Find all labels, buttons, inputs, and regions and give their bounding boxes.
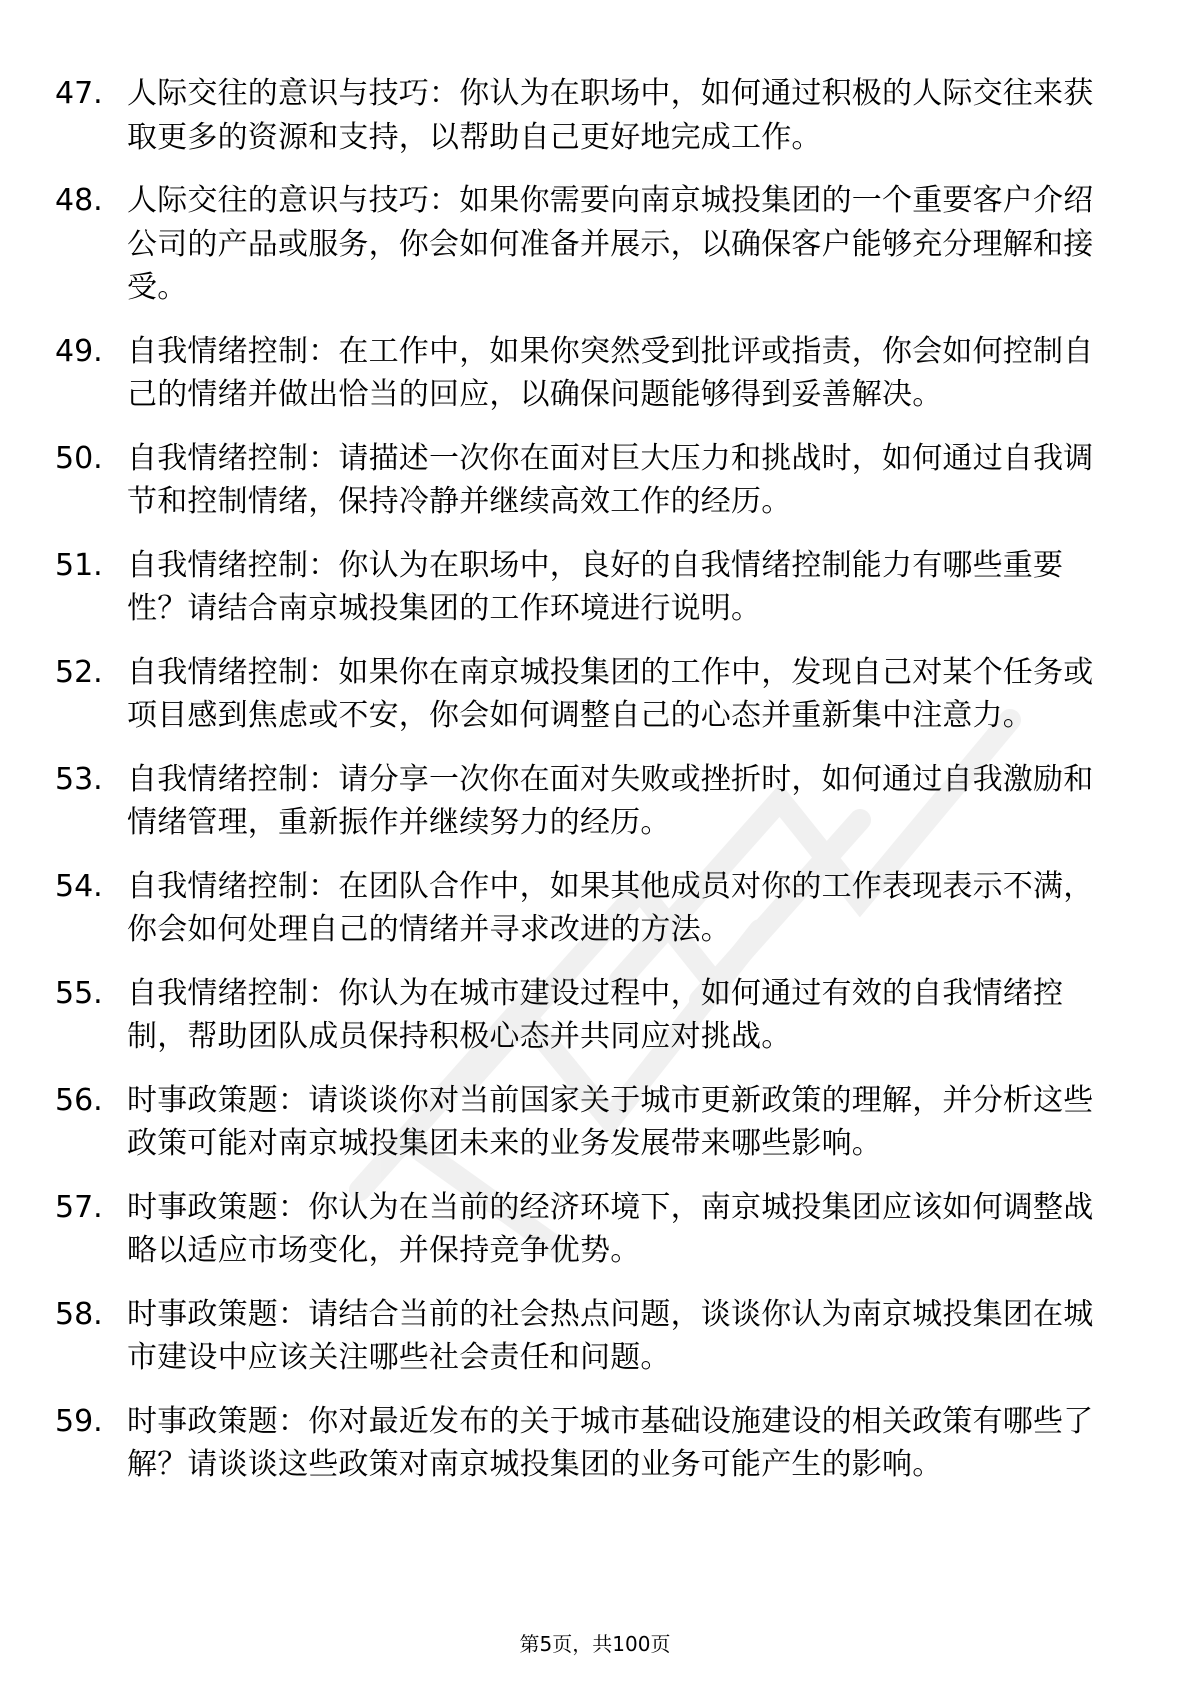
question-text: 自我情绪控制：你认为在城市建设过程中，如何通过有效的自我情绪控制，帮助团队成员保持积极心态并共同应对挑战。: [127, 975, 1064, 1054]
question-text: 自我情绪控制：在工作中，如果你突然受到批评或指责，你会如何控制自己的情绪并做出恰当的回应，以确保问题能够得到妥善解决。: [127, 333, 1094, 412]
question-item: [55, 72, 1115, 159]
question-number: 53.: [55, 761, 103, 797]
page-footer: 第5页，共100页: [519, 1632, 671, 1656]
question-number: 57.: [55, 1189, 103, 1225]
question-number: 49.: [55, 333, 103, 369]
question-item: [55, 1400, 1115, 1487]
question-text: 时事政策题：你认为在当前的经济环境下，南京城投集团应该如何调整战略以适应市场变化，并保持竞争优势。: [127, 1189, 1094, 1268]
question-item: [55, 651, 1115, 738]
question-number: 48.: [55, 183, 103, 218]
question-number: 47.: [55, 76, 103, 111]
question-item: [55, 758, 1115, 845]
question-list: [55, 72, 1115, 1507]
question-item: [55, 330, 1115, 417]
question-text: 自我情绪控制：请描述一次你在面对巨大压力和挑战时，如何通过自我调节和控制情绪，保持冷静并继续高效工作的经历。: [127, 440, 1094, 519]
question-item: [55, 1186, 1115, 1273]
question-item: [55, 972, 1115, 1059]
question-number: 50.: [55, 440, 103, 476]
question-text: 自我情绪控制：在团队合作中，如果其他成员对你的工作表现表示不满，你会如何处理自己的情绪并寻求改进的方法。: [127, 868, 1094, 947]
question-text: 自我情绪控制：如果你在南京城投集团的工作中，发现自己对某个任务或项目感到焦虑或不安，你会如何调整自己的心态并重新集中注意力。: [127, 654, 1094, 733]
question-number: 59.: [55, 1403, 103, 1439]
question-number: 55.: [55, 975, 103, 1011]
question-item: [55, 437, 1115, 524]
question-item: [55, 1079, 1115, 1166]
question-item: [55, 865, 1115, 952]
question-text: 自我情绪控制：请分享一次你在面对失败或挫折时，如何通过自我激励和情绪管理，重新振作并继续努力的经历。: [127, 761, 1094, 840]
question-item: [55, 1293, 1115, 1380]
question-number: 54.: [55, 868, 103, 904]
question-text: 自我情绪控制：你认为在职场中，良好的自我情绪控制能力有哪些重要性？请结合南京城投集团的工作环境进行说明。: [127, 547, 1064, 626]
question-number: 56.: [55, 1082, 103, 1118]
question-text: 人际交往的意识与技巧：你认为在职场中，如何通过积极的人际交往来获取更多的资源和支持，以帮助自己更好地完成工作。: [127, 76, 1094, 155]
question-item: [55, 179, 1115, 310]
question-text: 时事政策题：请结合当前的社会热点问题，谈谈你认为南京城投集团在城市建设中应该关注哪些社会责任和问题。: [127, 1296, 1094, 1375]
question-number: 51.: [55, 547, 103, 583]
question-item: [55, 544, 1115, 631]
question-text: 人际交往的意识与技巧：如果你需要向南京城投集团的一个重要客户介绍公司的产品或服务，你会如何准备并展示，以确保客户能够充分理解和接受。: [127, 183, 1094, 305]
question-number: 58.: [55, 1296, 103, 1332]
question-text: 时事政策题：你对最近发布的关于城市基础设施建设的相关政策有哪些了解？请谈谈这些政策对南京城投集团的业务可能产生的影响。: [127, 1403, 1094, 1482]
question-text: 时事政策题：请谈谈你对当前国家关于城市更新政策的理解，并分析这些政策可能对南京城投集团未来的业务发展带来哪些影响。: [127, 1082, 1094, 1161]
question-number: 52.: [55, 654, 103, 690]
